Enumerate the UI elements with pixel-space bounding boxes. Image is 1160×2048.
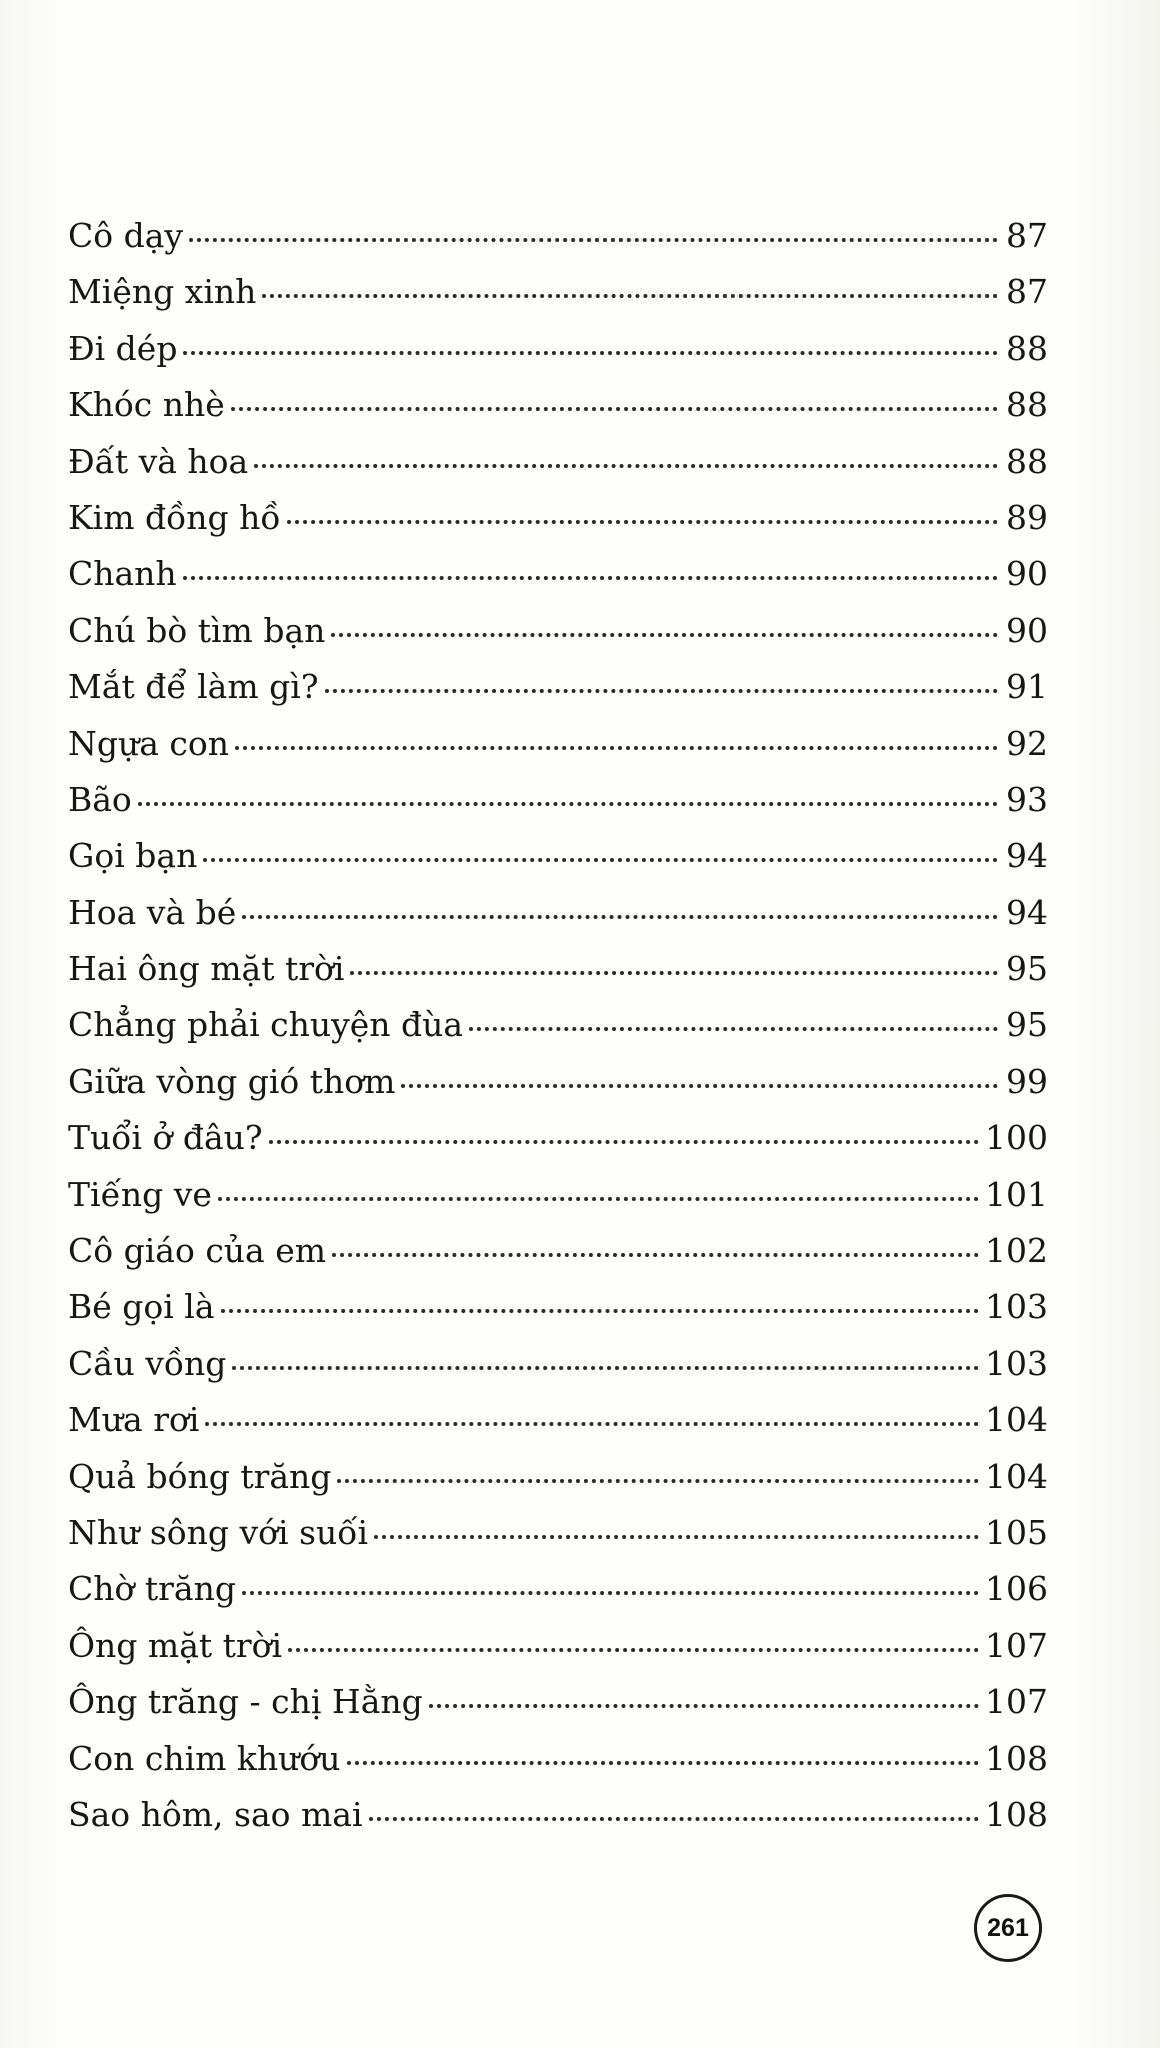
toc-entry [68, 1787, 1048, 1843]
toc-entry-page: 103 [985, 1343, 1048, 1383]
toc-entry [68, 377, 1048, 433]
toc-entry-title: Mưa rơi [68, 1400, 200, 1440]
toc-entry-title: Chờ trăng [68, 1569, 236, 1609]
table-of-contents [68, 208, 1048, 1843]
toc-entry-page: 94 [1006, 892, 1048, 932]
toc-entry-title: Ông mặt trời [68, 1625, 283, 1665]
toc-entry [68, 1336, 1048, 1392]
dot-leader [350, 971, 998, 975]
toc-entry [68, 546, 1048, 602]
toc-entry-title: Bão [68, 779, 132, 819]
toc-entry-title: Hoa và bé [68, 892, 237, 932]
toc-entry [68, 1505, 1048, 1561]
toc-entry [68, 716, 1048, 772]
toc-entry-page: 106 [985, 1569, 1048, 1609]
toc-entry [68, 997, 1048, 1053]
toc-entry-title: Kim đồng hồ [68, 497, 281, 537]
toc-entry-page: 102 [985, 1231, 1048, 1271]
toc-entry-page: 88 [1006, 441, 1048, 481]
toc-entry [68, 1561, 1048, 1617]
toc-entry-title: Chanh [68, 554, 177, 594]
toc-entry-title: Đất và hoa [68, 441, 249, 481]
dot-leader [325, 689, 998, 693]
toc-entry-title: Miệng xinh [68, 272, 257, 312]
toc-entry [68, 1674, 1048, 1730]
page-number-badge: 261 [974, 1894, 1042, 1962]
dot-leader [262, 294, 998, 298]
toc-entry [68, 1392, 1048, 1448]
toc-entry-page: 87 [1006, 272, 1048, 312]
toc-entry-page: 95 [1006, 1005, 1048, 1045]
toc-entry [68, 1110, 1048, 1166]
toc-entry-title: Khóc nhè [68, 385, 225, 425]
dot-leader [203, 858, 998, 862]
toc-entry-title: Giữa vòng gió thơm [68, 1061, 396, 1101]
toc-entry-title: Cầu vồng [68, 1343, 227, 1383]
toc-entry [68, 1223, 1048, 1279]
dot-leader [183, 576, 998, 580]
dot-leader [205, 1422, 979, 1426]
toc-entry-page: 90 [1006, 554, 1048, 594]
toc-entry-title: Chẳng phải chuyện đùa [68, 1005, 464, 1045]
toc-entry-page: 87 [1006, 216, 1048, 255]
toc-entry-title: Bé gọi là [68, 1287, 215, 1327]
toc-entry-page: 105 [985, 1512, 1048, 1552]
dot-leader [218, 1197, 979, 1201]
toc-entry-page: 101 [985, 1174, 1048, 1214]
toc-entry-page: 107 [985, 1682, 1048, 1722]
dot-leader [429, 1704, 979, 1708]
toc-entry-title: Tuổi ở đâu? [68, 1118, 263, 1158]
toc-entry-title: Hai ông mặt trời [68, 949, 345, 989]
toc-entry-title: Quả bóng trăng [68, 1456, 332, 1496]
toc-entry-page: 90 [1006, 610, 1048, 650]
toc-entry-title: Cô dạy [68, 216, 184, 255]
dot-leader [469, 1027, 998, 1031]
toc-entry-title: Ông trăng - chị Hằng [68, 1682, 423, 1722]
dot-leader [242, 915, 998, 919]
toc-entry [68, 1054, 1048, 1110]
toc-entry [68, 1279, 1048, 1335]
toc-entry-title: Tiếng ve [68, 1174, 212, 1214]
dot-leader [269, 1140, 979, 1144]
toc-entry-page: 100 [985, 1118, 1048, 1158]
toc-entry-title: Chú bò tìm bạn [68, 610, 326, 650]
toc-entry-title: Con chim khướu [68, 1738, 341, 1778]
toc-entry-page: 108 [985, 1738, 1048, 1778]
toc-entry-page: 89 [1006, 497, 1048, 537]
toc-entry [68, 885, 1048, 941]
dot-leader [189, 238, 998, 242]
toc-entry [68, 1731, 1048, 1787]
toc-entry-page: 88 [1006, 385, 1048, 425]
dot-leader [231, 407, 998, 411]
toc-entry [68, 321, 1048, 377]
toc-entry-title: Mắt để làm gì? [68, 667, 319, 707]
toc-entry [68, 490, 1048, 546]
toc-entry-page: 104 [985, 1400, 1048, 1440]
dot-leader [235, 746, 998, 750]
dot-leader [254, 464, 998, 468]
toc-entry-title: Ngựa con [68, 723, 230, 763]
dot-leader [138, 802, 998, 806]
toc-entry [68, 1449, 1048, 1505]
toc-entry-title: Gọi bạn [68, 836, 198, 876]
toc-entry [68, 772, 1048, 828]
toc-entry [68, 1618, 1048, 1674]
dot-leader [332, 1253, 979, 1257]
toc-entry-page: 91 [1006, 667, 1048, 707]
dot-leader [369, 1817, 979, 1821]
toc-entry [68, 1167, 1048, 1223]
toc-entry-title: Như sông với suối [68, 1512, 369, 1552]
toc-entry-title: Cô giáo của em [68, 1231, 327, 1271]
toc-entry-page: 104 [985, 1456, 1048, 1496]
toc-entry [68, 208, 1048, 264]
toc-entry-page: 99 [1006, 1061, 1048, 1101]
toc-entry-page: 103 [985, 1287, 1048, 1327]
dot-leader [331, 633, 998, 637]
toc-entry [68, 659, 1048, 715]
toc-entry-page: 94 [1006, 836, 1048, 876]
toc-entry-title: Sao hôm, sao mai [68, 1794, 363, 1834]
toc-entry-page: 95 [1006, 949, 1048, 989]
dot-leader [232, 1366, 979, 1370]
dot-leader [287, 520, 998, 524]
toc-entry-page: 93 [1006, 779, 1048, 819]
dot-leader [337, 1479, 979, 1483]
toc-entry-page: 92 [1006, 723, 1048, 763]
toc-entry [68, 434, 1048, 490]
dot-leader [221, 1309, 979, 1313]
toc-entry-title: Đi dép [68, 328, 178, 368]
toc-entry-page: 88 [1006, 328, 1048, 368]
dot-leader [288, 1648, 979, 1652]
toc-entry-page: 108 [985, 1794, 1048, 1834]
dot-leader [183, 351, 998, 355]
toc-entry [68, 264, 1048, 320]
dot-leader [401, 1084, 998, 1088]
toc-entry-page: 107 [985, 1625, 1048, 1665]
toc-entry [68, 603, 1048, 659]
toc-entry [68, 828, 1048, 884]
dot-leader [374, 1535, 979, 1539]
toc-entry [68, 941, 1048, 997]
dot-leader [242, 1591, 979, 1595]
dot-leader [347, 1761, 979, 1765]
